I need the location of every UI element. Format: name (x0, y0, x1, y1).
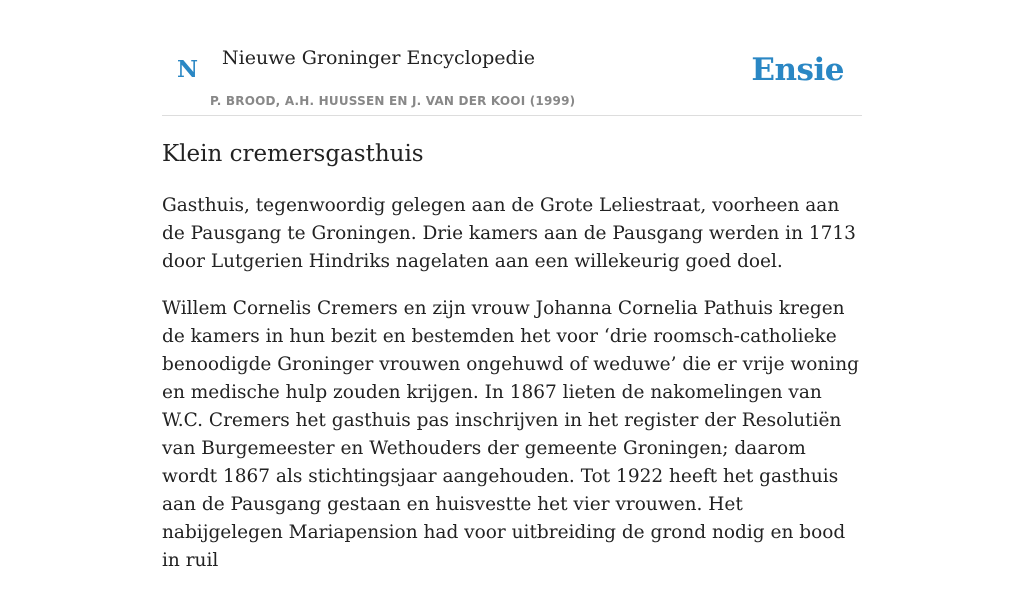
article-paragraph: Willem Cornelis Cremers en zijn vrouw Johanna Cornelia Pathuis kregen de kamers in hun bezit en bestemden het voor ‘drie roomsch-catholieke benoodigde Groninger vrouwen ongehuwd of weduwe’ die er vrije woning en medische hulp zouden krijgen. In 1867 lieten de nakomelingen van W.C. Cremers het gasthuis pas inschrijven in het register der Resolutiën van Burgemeester en Wethouders der gemeente Groningen; daarom wordt 1867 als stichtingsjaar aangehouden. Tot 1922 heeft het gasthuis aan de Pausgang gestaan en huisvestte het vier vrouwen. Het nabijgelegen Mariapension had voor uitbreiding de grond nodig en bood in ruil (162, 298, 859, 571)
ensie-logo[interactable]: Ensie (751, 52, 844, 88)
article-title: Klein cremersgasthuis (162, 141, 424, 167)
book-title-link[interactable]: Nieuwe Groninger Encyclopedie (222, 47, 536, 69)
page-header (162, 0, 862, 116)
book-logo-icon[interactable]: N (177, 56, 199, 83)
book-authors: P. BROOD, A.H. HUUSSEN EN J. VAN DER KOOI (1999) (210, 94, 576, 108)
article-body (162, 192, 862, 594)
page (162, 0, 862, 571)
article-paragraph: Gasthuis, tegenwoordig gelegen aan de Grote Leliestraat, voorheen aan de Pausgang te Groningen. Drie kamers aan de Pausgang werden in 1713 door Lutgerien Hindriks nagelaten aan een willekeurig goed doel. (162, 195, 856, 272)
